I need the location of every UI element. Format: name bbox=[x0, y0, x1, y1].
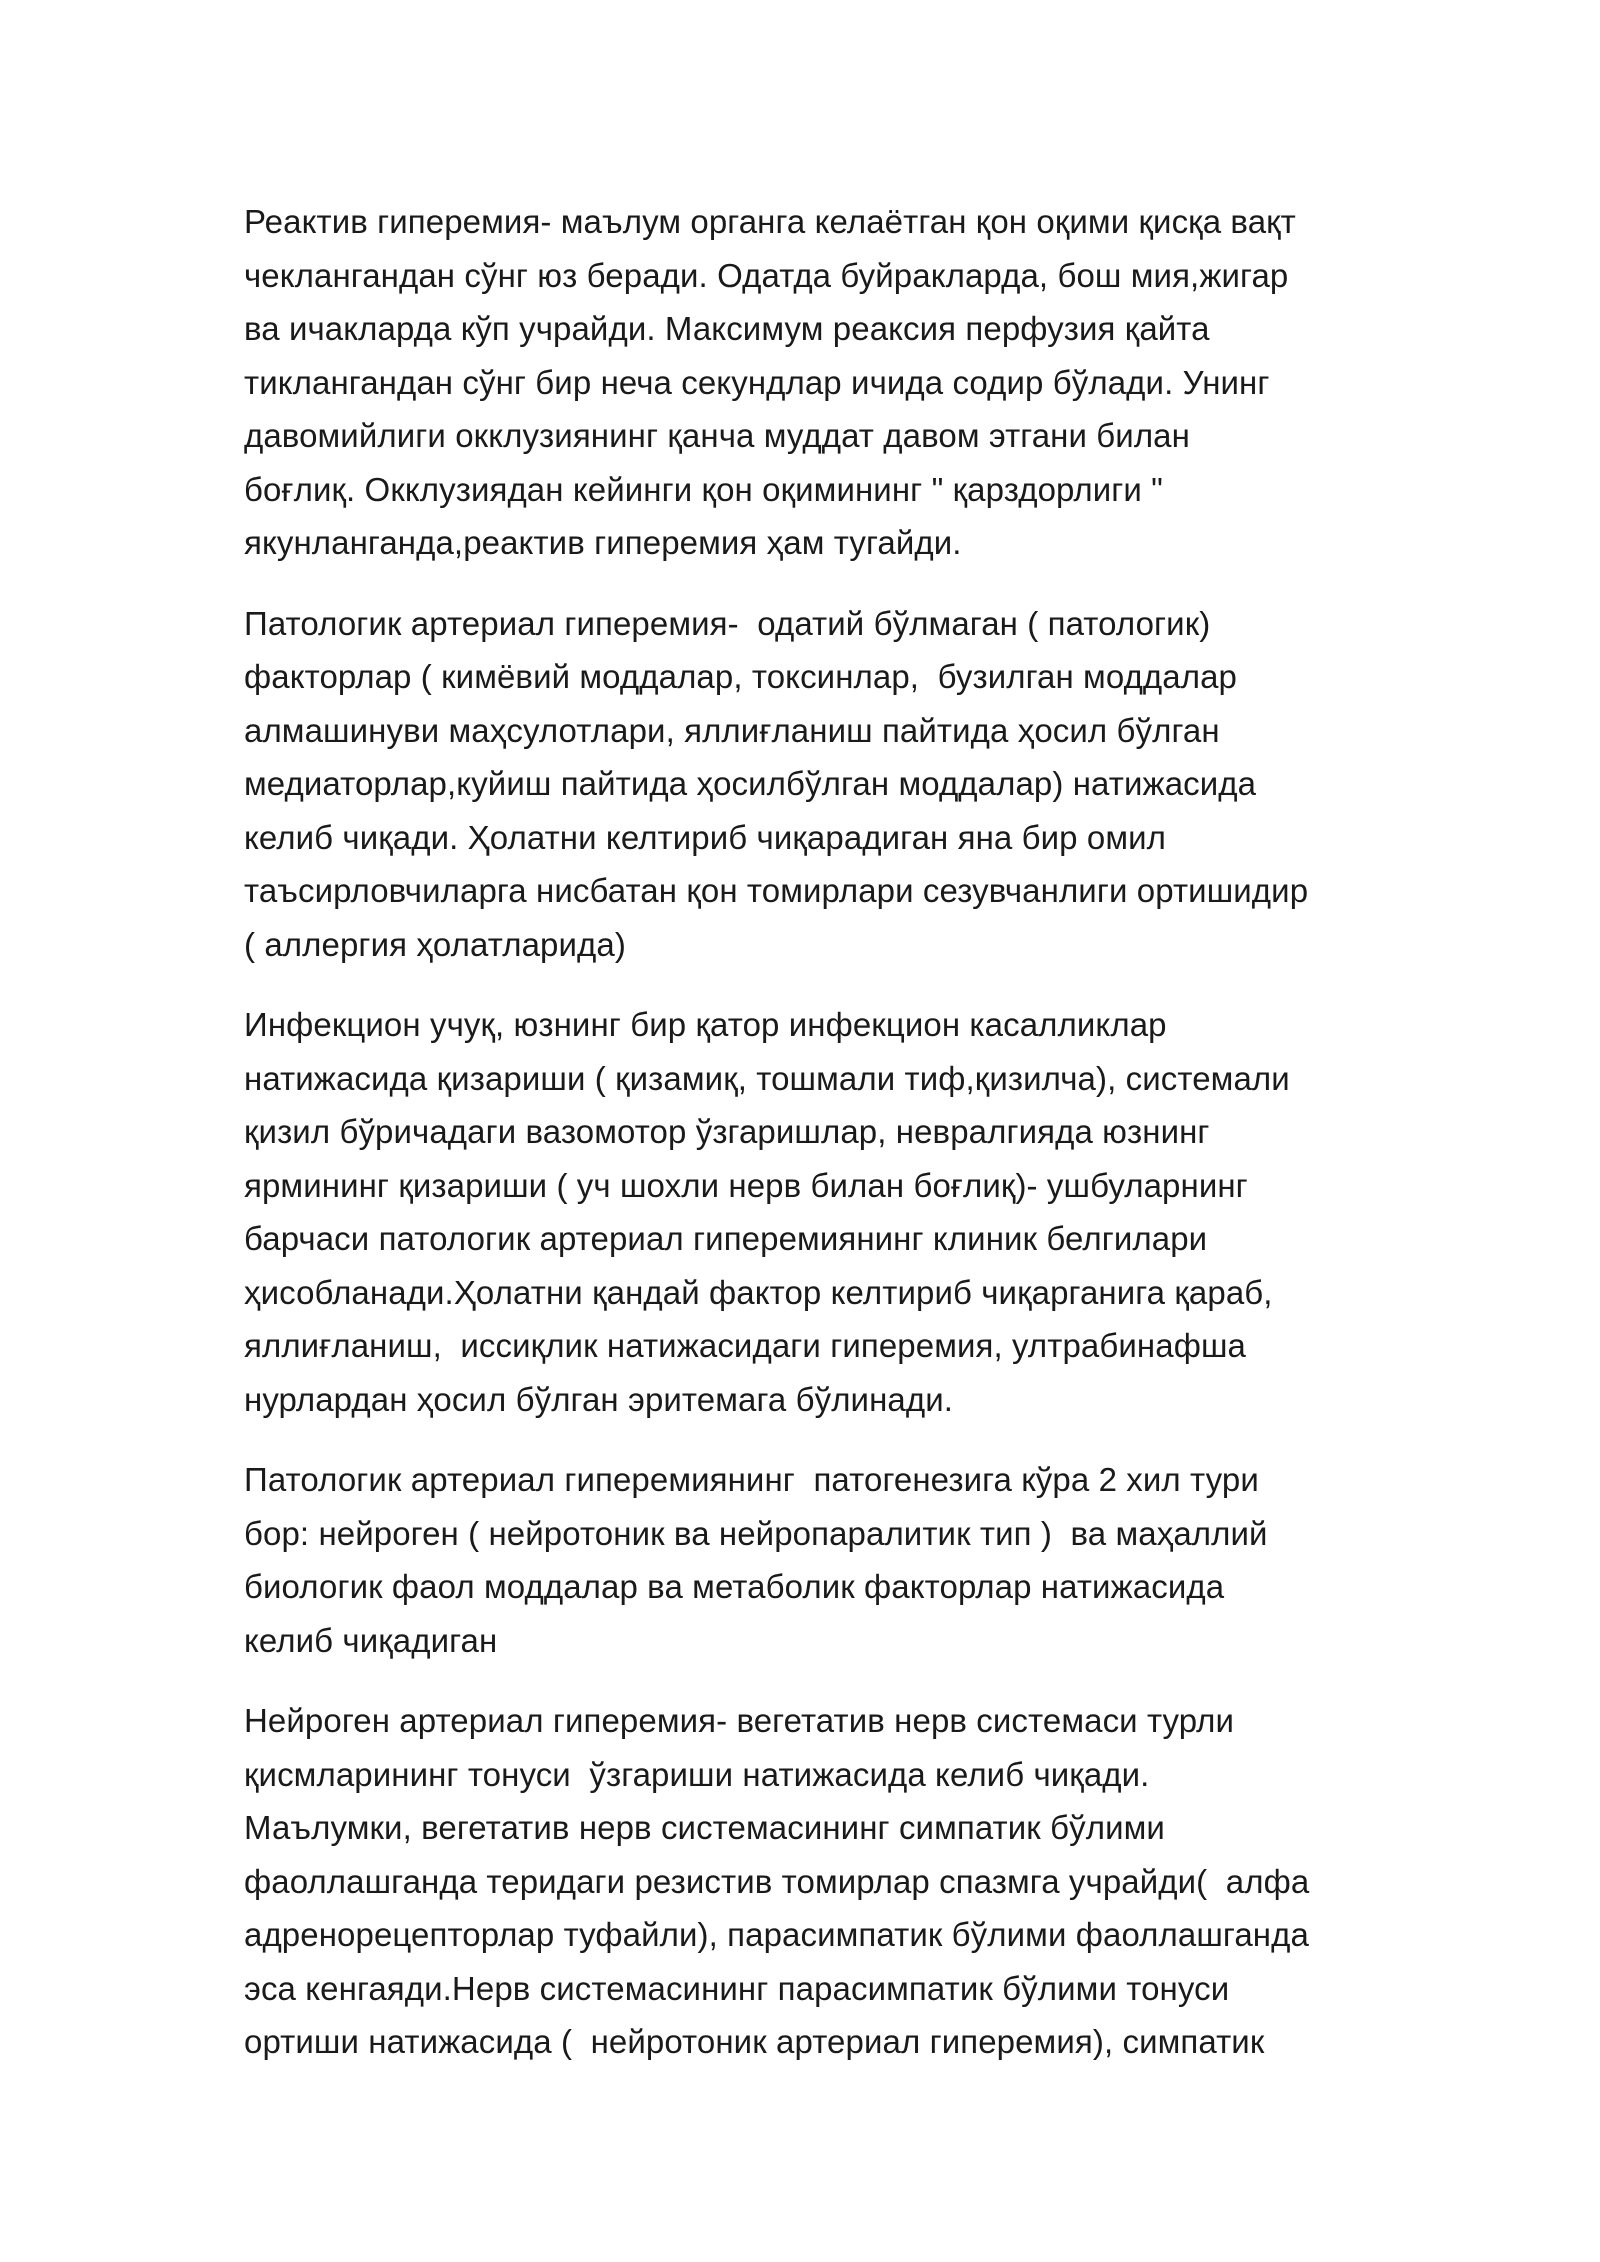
text-line: бор: нейроген ( нейротоник ва нейропаралитик тип ) ва маҳаллий bbox=[244, 1514, 1268, 1552]
text-line: алмашинуви маҳсулотлари, яллиғланиш пайтида ҳосил бўлган bbox=[244, 711, 1220, 749]
text-line: ярмининг қизариши ( уч шохли нерв билан боғлиқ)- ушбуларнинг bbox=[244, 1166, 1248, 1204]
text-line: факторлар ( кимёвий моддалар, токсинлар, бузилган моддалар bbox=[244, 658, 1237, 695]
text-line: келиб чиқадиган bbox=[244, 1621, 498, 1659]
text-line: Маълумки, вегетатив нерв системасининг симпатик бўлими bbox=[244, 1809, 1165, 1846]
text-line: яллиғланиш, иссиқлик натижасидаги гиперемия, ултрабинафша bbox=[244, 1327, 1246, 1364]
text-line: ҳисобланади.Ҳолатни қандай фактор келтириб чиқарганига қараб, bbox=[244, 1273, 1273, 1311]
text-line: адренорецепторлар туфайли), парасимпатик бўлими фаоллашганда bbox=[244, 1916, 1309, 1953]
text-line: таъсирловчиларга нисбатан қон томирлари сезувчанлиги ортишидир bbox=[244, 872, 1309, 909]
paragraph-neurogenic-hyperemia bbox=[244, 1694, 1384, 2069]
text-line: келиб чиқади. Ҳолатни келтириб чиқарадиган яна бир омил bbox=[244, 818, 1167, 856]
text-line: боғлиқ. Окклузиядан кейинги қон оқимининг " қарздорлиги " bbox=[244, 470, 1164, 508]
text-line: биологик фаол моддалар ва метаболик факторлар натижасида bbox=[244, 1568, 1225, 1605]
text-line: медиаторлар,куйиш пайтида ҳосилбўлган моддалар) натижасида bbox=[244, 765, 1257, 802]
text-line: қисмларининг тонуси ўзгариши натижасида келиб чиқади. bbox=[244, 1755, 1150, 1793]
text-line: давомийлиги окклузиянинг қанча муддат давом этгани билан bbox=[244, 417, 1190, 454]
text-line: натижасида қизариши ( қизамиқ, тошмали тиф,қизилча), системали bbox=[244, 1059, 1290, 1097]
paragraph-reactive-hyperemia bbox=[244, 195, 1384, 570]
document-body bbox=[244, 195, 1384, 2096]
paragraph-pathogenesis-types bbox=[244, 1453, 1384, 1667]
text-line: чеклангандан сўнг юз беради. Одатда буйракларда, бош мия,жигар bbox=[244, 256, 1289, 294]
text-line: Инфекцион учуқ, юзнинг бир қатор инфекцион касалликлар bbox=[244, 1006, 1167, 1043]
paragraph-pathological-hyperemia bbox=[244, 597, 1384, 972]
text-line: қизил бўричадаги вазомотор ўзгаришлар, невралгияда юзнинг bbox=[244, 1113, 1210, 1150]
text-line: Патологик артериал гиперемия- одатий бўлмаган ( патологик) bbox=[244, 604, 1211, 642]
text-line: ортиши натижасида ( нейротоник артериал гиперемия), симпатик bbox=[244, 2023, 1265, 2060]
text-line: Реактив гиперемия- маълум органга келаётган қон оқими қисқа вақт bbox=[244, 203, 1296, 240]
text-line: барчаси патологик артериал гиперемиянинг клиник белгилари bbox=[244, 1220, 1208, 1257]
text-line: ва ичакларда кўп учрайди. Максимум реаксия перфузия қайта bbox=[244, 310, 1210, 347]
text-line: эса кенгаяди.Нерв системасининг парасимпатик бўлими тонуси bbox=[244, 1969, 1230, 2007]
text-line: Нейроген артериал гиперемия- вегетатив нерв системаси турли bbox=[244, 1702, 1235, 1739]
text-line: тиклангандан сўнг бир неча секундлар ичида содир бўлади. Унинг bbox=[244, 363, 1270, 401]
text-line: ( аллергия ҳолатларида) bbox=[244, 925, 626, 963]
text-line: нурлардан ҳосил бўлган эритемага бўлинади. bbox=[244, 1380, 954, 1418]
paragraph-infectious-redness bbox=[244, 998, 1384, 1426]
text-line: Патологик артериал гиперемиянинг патогенезига кўра 2 хил тури bbox=[244, 1461, 1259, 1498]
text-line: фаоллашганда теридаги резистив томирлар спазмга учрайди( алфа bbox=[244, 1862, 1310, 1900]
text-line: якунланганда,реактив гиперемия ҳам тугайди. bbox=[244, 524, 962, 561]
